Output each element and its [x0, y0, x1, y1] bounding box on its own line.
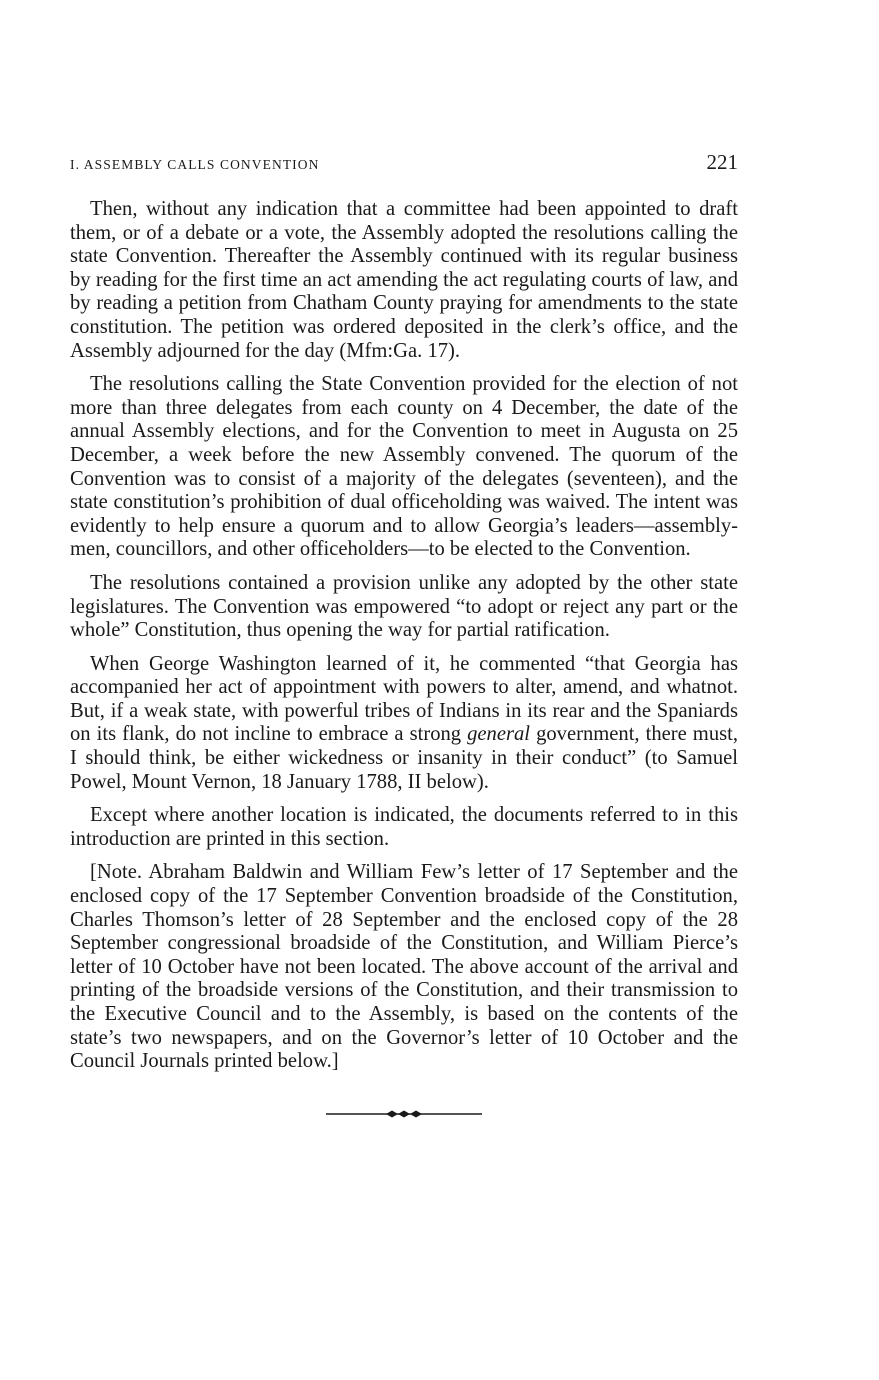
- section-end-ornament-icon: [326, 1108, 482, 1120]
- section-title: I. ASSEMBLY CALLS CONVENTION: [70, 157, 320, 172]
- paragraph-4-text-after: government, there must, I should think, be either wickedness or insanity in their conduct” (to Samuel Powel, Mount Vernon, 18 January 1788, II below).: [70, 723, 738, 793]
- paragraph-2: The resolutions calling the State Convention provided for the election of not more than three delegates from each county on 4 December, the date of the annual Assembly elections, and for the Convention to meet in Augusta on 25 December, a week before the new Assembly convened. The quorum of the Convention was to consist of a majority of the delegates (seventeen), and the state constitution’s prohibition of dual officeholding was waived. The intent was evidently to help ensure a quorum and to allow Georgia’s leaders—assemblymen, councillors, and other officeholders—to be elected to the Convention.: [70, 373, 738, 561]
- paragraph-3: The resolutions contained a provision unlike any adopted by the other state legislatures. The Convention was empowered “to adopt or reject any part or the whole” Constitution, thus opening the way for partial ratification.: [70, 571, 738, 642]
- page: [70, 150, 738, 1120]
- running-head: [70, 150, 738, 180]
- paragraph-6: [Note. Abraham Baldwin and William Few’s letter of 17 September and the enclosed copy of the 17 September Convention broadside of the Constitution, Charles Thomson’s letter of 28 September and the enclosed copy of the 28 September congressional broadside of the Constitution, and William Pierce’s letter of 10 October have not been located. The above account of the arrival and printing of the broadside versions of the Constitution, and their transmission to the Executive Council and to the Assembly, is based on the contents of the state’s two newspapers, and on the Governor’s letter of 10 October and the Council Journals printed below.]: [70, 861, 738, 1073]
- paragraph-4-emphasis: general: [467, 723, 531, 746]
- paragraph-1: Then, without any indication that a committee had been appointed to draft them, or of a debate or a vote, the Assembly adopted the resolutions calling the state Convention. Thereafter the Assembly continued with its regular business by reading for the first time an act amending the act regulating courts of law, and by reading a petition from Chatham County praying for amendments to the state constitution. The petition was ordered deposited in the clerk’s office, and the Assembly adjourned for the day (Mfm:Ga. 17).: [70, 198, 738, 362]
- page-number: 221: [706, 150, 738, 174]
- paragraph-5: Except where another location is indicated, the documents referred to in this introduction are printed in this section.: [70, 804, 738, 850]
- paragraph-4: [70, 653, 738, 795]
- paragraph-4-text-before: When George Washington learned of it, he commented “that Georgia has accompanied her act of appointment with powers to alter, amend, and whatnot. But, if a weak state, with powerful tribes of Indians in its rear and the Spaniards on its flank, do not incline to embrace a strong: [70, 652, 738, 746]
